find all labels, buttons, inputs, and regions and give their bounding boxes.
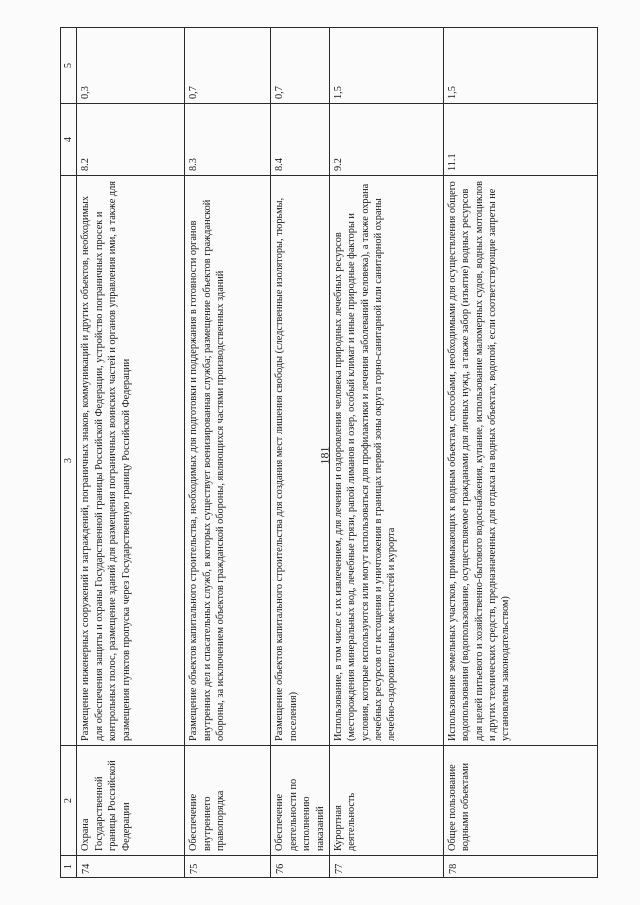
row-description: Размещение объектов капитального строительства, необходимых для подготовки и поддержания в готовности органов внутренних дел и спасательных служб, в которых существует военизированная служба; размещение объектов гражданской обороны, за исключением объектов гражданской обороны, являющихся частями производственных зданий xyxy=(185,176,271,746)
column-header: 2 xyxy=(61,746,77,856)
row-name: Охрана Государственной границы Российской Федерации xyxy=(77,746,185,856)
table-header-row xyxy=(61,28,77,878)
row-name: Курортная деятельность xyxy=(329,746,443,856)
column-header: 3 xyxy=(61,176,77,746)
row-description: Размещение инженерных сооружений и заграждений, пограничных знаков, коммуникаций и других объектов, необходимых для обеспечения защиты и охраны Государственной границы Российской Федерации, устройство пограничных просек и контрольных полос, размещение зданий для размещения пограничных воинских частей и органов управления ими, а также для размещения пунктов пропуска через Государственную границу Российской Федерации xyxy=(77,176,185,746)
table-row xyxy=(443,28,597,878)
row-code: 8.4 xyxy=(271,104,330,176)
row-value: 0,7 xyxy=(185,28,271,104)
row-number: 76 xyxy=(271,856,330,878)
row-code: 8.2 xyxy=(77,104,185,176)
rotated-table-container xyxy=(60,28,580,878)
table-row xyxy=(271,28,330,878)
row-number: 77 xyxy=(329,856,443,878)
table-row xyxy=(185,28,271,878)
row-name: Обеспечение деятельности по исполнению наказаний xyxy=(271,746,330,856)
table-row xyxy=(329,28,443,878)
row-description: Использование земельных участков, примыкающих к водным объектам, способами, необходимыми для осуществления общего водопользования (водопользование, осуществляемое гражданами для личных нужд, а также забор (изъятие) водных ресурсов для целей питьевого и хозяйственно-бытового водоснабжения, купание, использование маломерных судов, водных мотоциклов и других технических средств, предназначенных для отдыха на водных объектах, водопой, если соответствующие запреты не установлены законодательством) xyxy=(443,176,597,746)
row-code: 11.1 xyxy=(443,104,597,176)
land-use-table xyxy=(60,27,598,878)
row-value: 0,7 xyxy=(271,28,330,104)
row-number: 78 xyxy=(443,856,597,878)
row-value: 1,5 xyxy=(443,28,597,104)
page-number: 181 xyxy=(317,446,332,465)
row-number: 74 xyxy=(77,856,185,878)
row-name: Обеспечение внутреннего правопорядка xyxy=(185,746,271,856)
column-header: 5 xyxy=(61,28,77,104)
row-description: Размещение объектов капитального строительства для создания мест лишения свободы (следственные изоляторы, тюрьмы, поселения) xyxy=(271,176,330,746)
row-number: 75 xyxy=(185,856,271,878)
column-header: 4 xyxy=(61,104,77,176)
row-value: 1,5 xyxy=(329,28,443,104)
row-code: 9.2 xyxy=(329,104,443,176)
column-header: 1 xyxy=(61,856,77,878)
table-row xyxy=(77,28,185,878)
row-description: Использование, в том числе с их извлечением, для лечения и оздоровления человека природных лечебных ресурсов (месторождения минеральных вод, лечебные грязи, рапой лиманов и озер, особый климат и иные природные факторы и условия, которые используются или могут использоваться для профилактики и лечения заболеваний человека), а также охрана лечебных ресурсов от истощения и уничтожения в границах первой зоны округа горно-санитарной или санитарной охраны лечебно-оздоровительных местностей и курорта xyxy=(329,176,443,746)
row-name: Общее пользование водными объектами xyxy=(443,746,597,856)
row-value: 0,3 xyxy=(77,28,185,104)
row-code: 8.3 xyxy=(185,104,271,176)
